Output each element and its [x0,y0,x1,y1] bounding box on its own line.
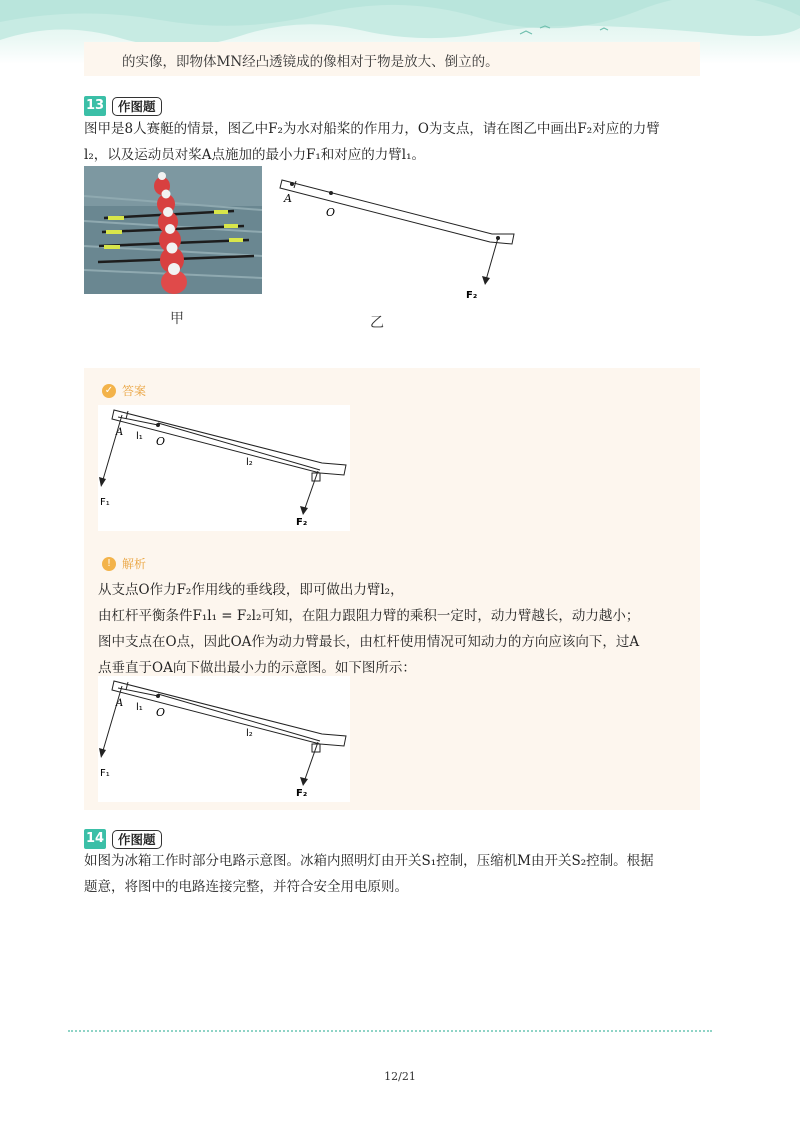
stem-line: 题意，将图中的电路连接完整，并符合安全用电原则。 [84,879,408,895]
label-o: O [326,206,336,219]
analysis-line: 由杠杆平衡条件F₁l₁ = F₂l₂可知，在阻力跟阻力臂的乘积一定时，动力臂越长，动力越小； [98,608,640,624]
lightbulb-icon: ! [102,557,116,571]
question-number: 14 [84,829,106,849]
page-number: 12/21 [384,1070,416,1083]
stem-line: 图甲是8人赛艇的情景，图乙中F₂为水对船桨的作用力，O为支点，请在图乙中画出F₂对应的力臂 [84,121,660,137]
previous-answer-text: 的实像，即物体MN经凸透镜成的像相对于物是放大、倒立的。 [122,54,499,70]
analysis-line: 点垂直于OA向下做出最小力的示意图。如下图所示： [98,660,416,676]
answer-tag [102,382,146,399]
question-number: 13 [84,96,106,116]
label-l2: l₂ [246,457,253,468]
question-14-header [84,828,162,850]
question-13-header [84,95,162,117]
stem-line: 如图为冰箱工作时部分电路示意图。冰箱内照明灯由开关S₁控制，压缩机M由开关S₂控制。根据 [84,853,654,869]
label-l1: l₁ [136,702,143,713]
question-14-stem [84,848,704,900]
analysis-tag-label: 解析 [122,557,147,571]
question-type-badge: 作图题 [112,830,162,849]
answer-tag-label: 答案 [122,384,147,398]
label-a: A [116,698,124,709]
answer-figure [98,405,350,531]
label-a: A [116,427,124,438]
caption-yi: 乙 [370,315,384,331]
analysis-text [98,577,694,681]
label-l1: l₁ [136,431,143,442]
point-a [290,182,294,186]
label-o: O [156,435,166,448]
label-f2: F₂ [296,788,308,799]
question-type-badge: 作图题 [112,97,162,116]
point-o [329,191,333,195]
analysis-line: 图中支点在O点，因此OA作为动力臂最长，由杠杆使用情况可知动力的方向应该向下，过A [98,634,640,650]
oar-diagram [276,172,526,312]
stem-line: l₂，以及运动员对桨A点施加的最小力F₁和对应的力臂l₁。 [84,147,425,163]
analysis-tag [102,555,146,572]
check-icon: ✓ [102,384,116,398]
rowing-photo [84,166,262,294]
analysis-figure [98,676,350,802]
label-f2: F₂ [296,517,308,528]
label-f1: F₁ [100,768,110,779]
label-f1: F₁ [100,497,110,508]
label-f2: F₂ [466,290,478,301]
label-o: O [156,706,166,719]
question-13-stem [84,116,704,168]
footer-divider [68,1030,712,1032]
rowing-boat-image [84,166,262,294]
analysis-line: 从支点O作力F₂作用线的垂线段，即可做出力臂l₂， [98,582,404,598]
label-l2: l₂ [246,728,253,739]
label-a: A [284,192,292,205]
caption-jia: 甲 [170,311,184,327]
